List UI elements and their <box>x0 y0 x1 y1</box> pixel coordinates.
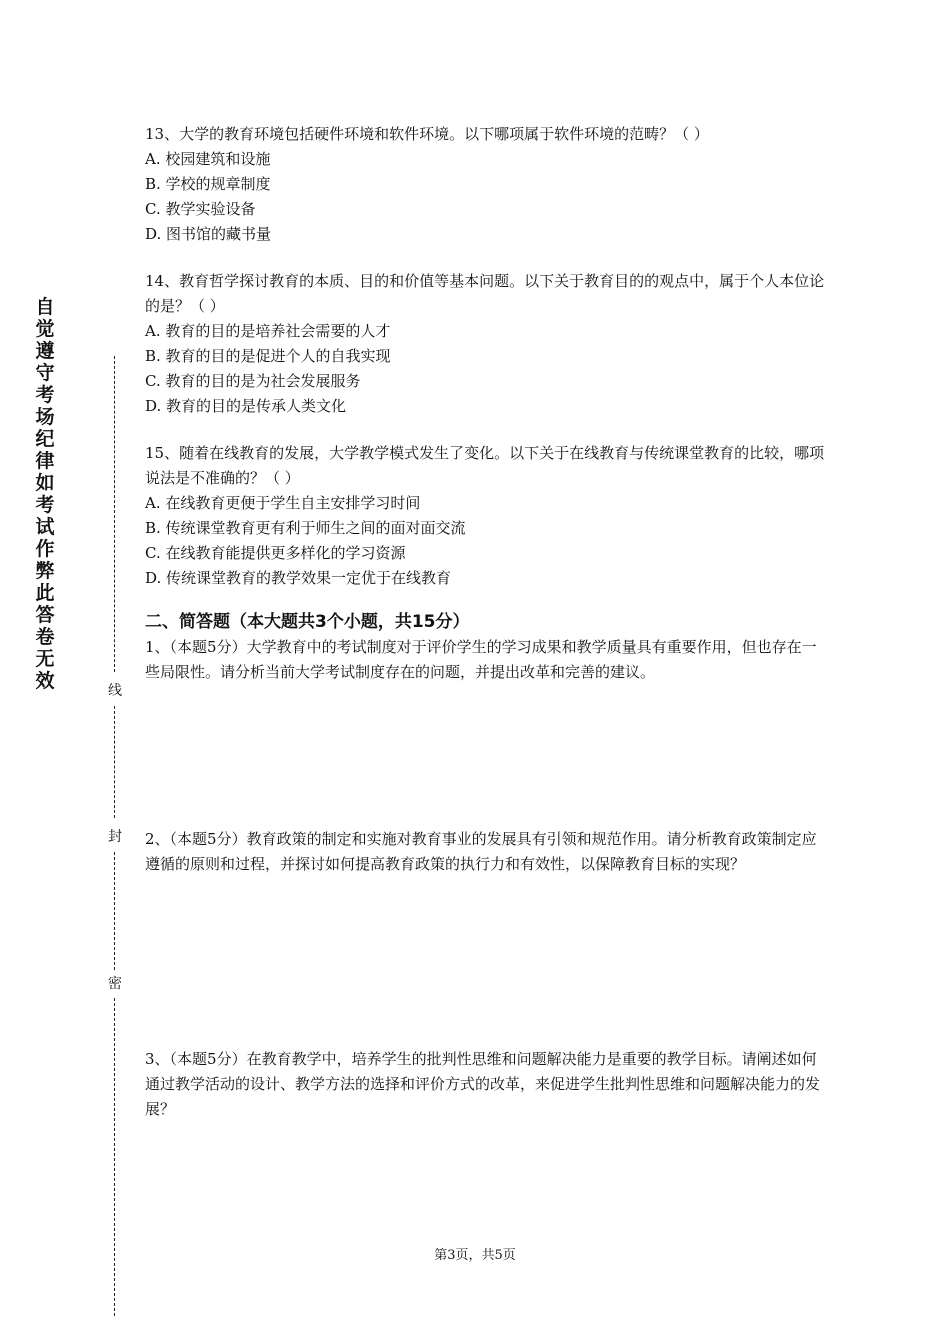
option-a: A. 校园建筑和设施 <box>145 150 271 168</box>
option-c: C. 教育的目的是为社会发展服务 <box>145 372 361 390</box>
short-answer-question-2: 2、（本题5分）教育政策的制定和实施对教育事业的发展具有引领和规范作用。请分析教育政策制定应遵循的原则和过程，并探讨如何提高教育政策的执行力和有效性，以保障教育目标的实现？ <box>145 830 817 873</box>
short-answer-question-3: 3、（本题5分）在教育教学中，培养学生的批判性思维和问题解决能力是重要的教学目标。请阐述如何通过教学活动的设计、教学方法的选择和评价方式的改革，来促进学生批判性思维和问题解决能力的发展？ <box>145 1050 821 1118</box>
question-13 <box>145 122 825 247</box>
option-d: D. 图书馆的藏书量 <box>145 225 272 243</box>
option-c: C. 在线教育能提供更多样化的学习资源 <box>145 544 406 562</box>
question-15 <box>145 441 825 591</box>
binding-label-seal: 封 <box>108 829 122 845</box>
option-b: B. 学校的规章制度 <box>145 175 271 193</box>
question-stem: 13、大学的教育环境包括硬件环境和软件环境。以下哪项属于软件环境的范畴？（ ） <box>145 125 709 143</box>
question-stem: 15、随着在线教育的发展，大学教学模式发生了变化。以下关于在线教育与传统课堂教育的比较，哪项说法是不准确的？（ ） <box>145 444 825 487</box>
binding-label-line: 线 <box>108 683 122 699</box>
section-title-short-answer: 二、简答题（本大题共3个小题，共15分） <box>145 612 470 632</box>
option-b: B. 传统课堂教育更有利于师生之间的面对面交流 <box>145 519 466 537</box>
binding-dashed-line-top <box>114 356 115 672</box>
option-a: A. 在线教育更便于学生自主安排学习时间 <box>145 494 421 512</box>
short-answer-question-1: 1、（本题5分）大学教育中的考试制度对于评价学生的学习成果和教学质量具有重要作用，但也存在一些局限性。请分析当前大学考试制度存在的问题，并提出改革和完善的建议。 <box>145 638 817 681</box>
page-number: 第3页，共5页 <box>434 1248 516 1263</box>
binding-dashed-line-bottom <box>114 998 115 1316</box>
question-stem: 14、教育哲学探讨教育的本质、目的和价值等基本问题。以下关于教育目的的观点中，属于个人本位论的是？（ ） <box>145 272 825 315</box>
question-14 <box>145 269 825 419</box>
binding-dashed-line-lower <box>114 852 115 970</box>
option-c: C. 教学实验设备 <box>145 200 256 218</box>
exam-discipline-warning: 自觉遵守考场纪律如考试作弊此答卷无效 <box>35 296 55 692</box>
binding-dashed-line-middle <box>114 706 115 818</box>
option-d: D. 教育的目的是传承人类文化 <box>145 397 347 415</box>
option-a: A. 教育的目的是培养社会需要的人才 <box>145 322 391 340</box>
option-b: B. 教育的目的是促进个人的自我实现 <box>145 347 391 365</box>
exam-page-content <box>145 122 825 1122</box>
binding-label-secret: 密 <box>108 976 122 992</box>
option-d: D. 传统课堂教育的教学效果一定优于在线教育 <box>145 569 452 587</box>
